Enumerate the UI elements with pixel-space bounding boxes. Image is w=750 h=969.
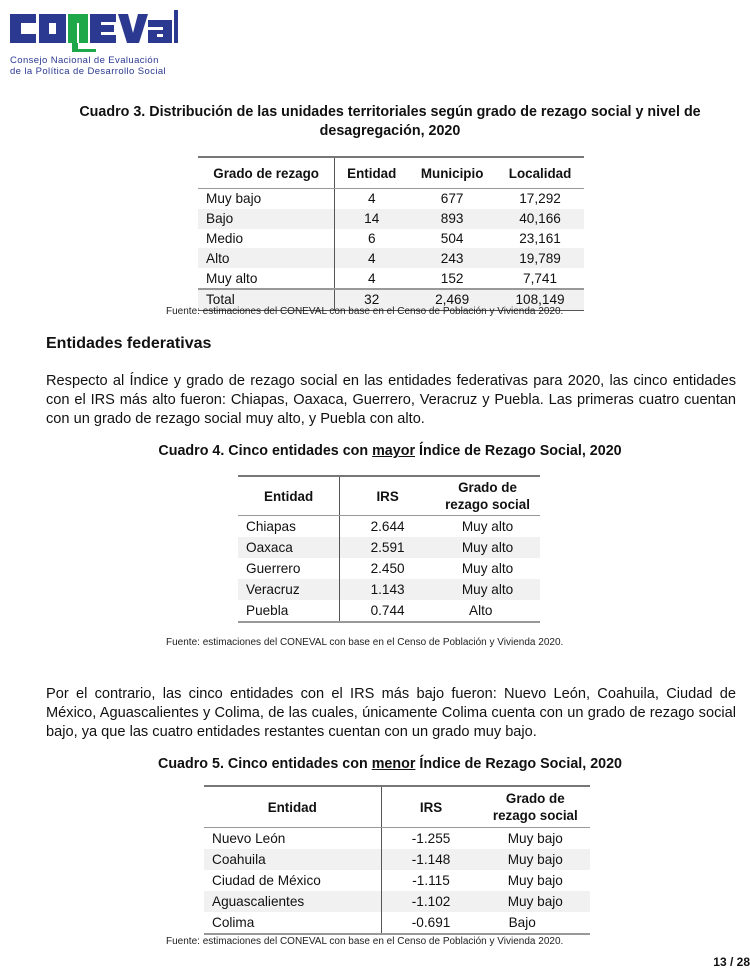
table-row [198,209,584,229]
cuadro5-caption-post: Índice de Rezago Social, 2020 [415,756,622,772]
cell-grado: Muy bajo [198,189,335,209]
cell-entidad: Aguascalientes [204,891,381,912]
table-row [238,537,540,558]
cell-irs: 2.591 [340,537,435,558]
cell-municipio: 677 [440,191,464,207]
table-row [204,912,590,934]
cuadro4-caption-emph: mayor [372,443,416,459]
cell-entidad: Chiapas [238,516,340,538]
table-row [198,248,584,268]
logo-subtitle-line1: Consejo Nacional de Evaluación [10,55,159,66]
cell-total-municipio: 2,469 [408,289,496,310]
table-row [238,600,540,622]
cuadro5-caption-emph: menor [371,756,416,772]
cuadro3-caption-line1: Cuadro 3. Distribución de las unidades territoriales según grado de rezago social y nivel de [79,104,701,120]
cell-grado: Alto [198,248,335,268]
cuadro3-caption-line2: desagregación, 2020 [319,123,461,139]
cuadro4-caption-pre: Cuadro 4. Cinco entidades con [158,443,373,459]
cuadro5-table [204,785,590,935]
header-entidad: Entidad [204,786,381,828]
table-header-row [204,786,590,828]
cell-entidad: Guerrero [238,558,340,579]
header-grado: Grado de rezago social [481,786,590,828]
table-row [198,189,584,209]
cell-grado: Muy alto [435,579,540,600]
cell-municipio: 243 [408,248,496,268]
cell-irs: -0.691 [381,912,481,934]
header-entidad: Entidad [335,157,408,189]
cuadro4-caption-post: Índice de Rezago Social, 2020 [415,443,622,459]
cell-total-localidad: 108,149 [496,289,584,310]
cell-total-entidad: 32 [335,289,408,310]
cuadro5-source: Fuente: estimaciones del CONEVAL con base en el Censo de Población y Vivienda 2020. [166,936,564,947]
coneval-logo [8,6,188,78]
page-number: 13 / 28 [713,955,750,969]
section-heading: Entidades federativas [46,335,212,352]
cell-grado: Muy alto [435,537,540,558]
cuadro3-source: Fuente: estimaciones del CONEVAL con base en el Censo de Población y Vivienda 2020. [166,306,564,317]
cell-irs: -1.115 [412,873,450,888]
cell-irs: 2.450 [370,561,405,576]
cell-municipio: 893 [408,209,496,229]
cell-municipio: 504 [440,230,464,246]
cell-entidad: 6 [367,230,376,246]
table-row [198,229,584,249]
cell-municipio: 152 [440,270,464,286]
cell-irs: -1.148 [381,849,481,870]
cell-entidad: Puebla [238,600,340,622]
cell-grado: Muy bajo [507,873,563,888]
cell-grado: Alto [435,600,540,622]
cuadro3-table [198,156,584,311]
cell-grado: Bajo [198,209,335,229]
cell-irs: -1.255 [411,831,451,846]
cell-grado: Muy bajo [507,831,563,846]
cell-irs: -1.102 [381,891,481,912]
cell-localidad: 23,161 [519,230,561,246]
cell-entidad: 4 [367,191,376,207]
cell-entidad: 14 [335,209,408,229]
header-municipio: Municipio [408,157,496,189]
cell-grado: Muy bajo [481,891,590,912]
cell-grado: Muy alto [461,519,514,534]
cell-entidad: 4 [335,248,408,268]
cuadro4-source: Fuente: estimaciones del CONEVAL con base en el Censo de Población y Vivienda 2020. [166,637,564,648]
cell-irs: 0.744 [340,600,435,622]
logo-subtitle-line2: de la Política de Desarrollo Social [10,66,167,77]
cell-entidad: Colima [204,912,381,934]
cell-grado: Muy alto [198,268,335,289]
cuadro3-caption [40,103,740,141]
table-row [204,849,590,870]
cell-localidad: 40,166 [496,209,584,229]
table-row [238,579,540,600]
paragraph-1: Respecto al Índice y grado de rezago social en las entidades federativas para 2020, las cinco entidades con el IRS más alto fueron: Chiapas, Oaxaca, Guerrero, Veracruz y Puebla. Las primeras cuatro cuentan con un grado de rezago social muy alto, y Puebla con alto. [46,373,736,427]
table-row [238,558,540,579]
table-header-row [198,157,584,189]
cell-localidad: 17,292 [519,191,561,207]
cuadro5-caption-pre: Cuadro 5. Cinco entidades con [158,756,372,772]
cell-entidad: Veracruz [238,579,340,600]
cuadro4-table [238,475,540,623]
header-irs: IRS [340,476,435,516]
cell-localidad: 7,741 [523,270,558,286]
table-row [204,828,590,850]
table-row [238,516,540,538]
header-grado-de-rezago: Grado de rezago [198,157,335,189]
cell-irs: 1.143 [340,579,435,600]
table-header-row [238,476,540,516]
cell-grado: Medio [198,229,335,249]
cuadro4-caption [40,442,740,461]
cuadro5-caption [40,755,740,774]
cell-grado: Muy bajo [481,849,590,870]
cell-irs: 2.644 [370,519,405,534]
header-irs: IRS [381,786,481,828]
coneval-wordmark [8,6,178,52]
cell-entidad: Ciudad de México [204,870,381,891]
cell-entidad: Coahuila [204,849,381,870]
cell-entidad: 4 [367,270,376,286]
table-row [204,891,590,912]
paragraph-2: Por el contrario, las cinco entidades con el IRS más bajo fueron: Nuevo León, Coahuila, Ciudad de México, Aguascalientes y Colima, de las cuales, únicamente Colima cuenta con un grado de rezago social bajo, ya que las cuatro entidades restantes cuentan con un grado muy bajo. [46,686,736,740]
cell-entidad: Nuevo León [204,828,381,850]
cell-entidad: Oaxaca [238,537,340,558]
cell-localidad: 19,789 [496,248,584,268]
header-grado: Grado de rezago social [435,476,540,516]
cell-total-label: Total [198,289,335,310]
table-row [198,268,584,289]
table-row [204,870,590,891]
header-localidad: Localidad [496,157,584,189]
cell-grado: Muy alto [461,561,514,576]
cell-grado: Bajo [481,912,590,934]
header-entidad: Entidad [238,476,340,516]
